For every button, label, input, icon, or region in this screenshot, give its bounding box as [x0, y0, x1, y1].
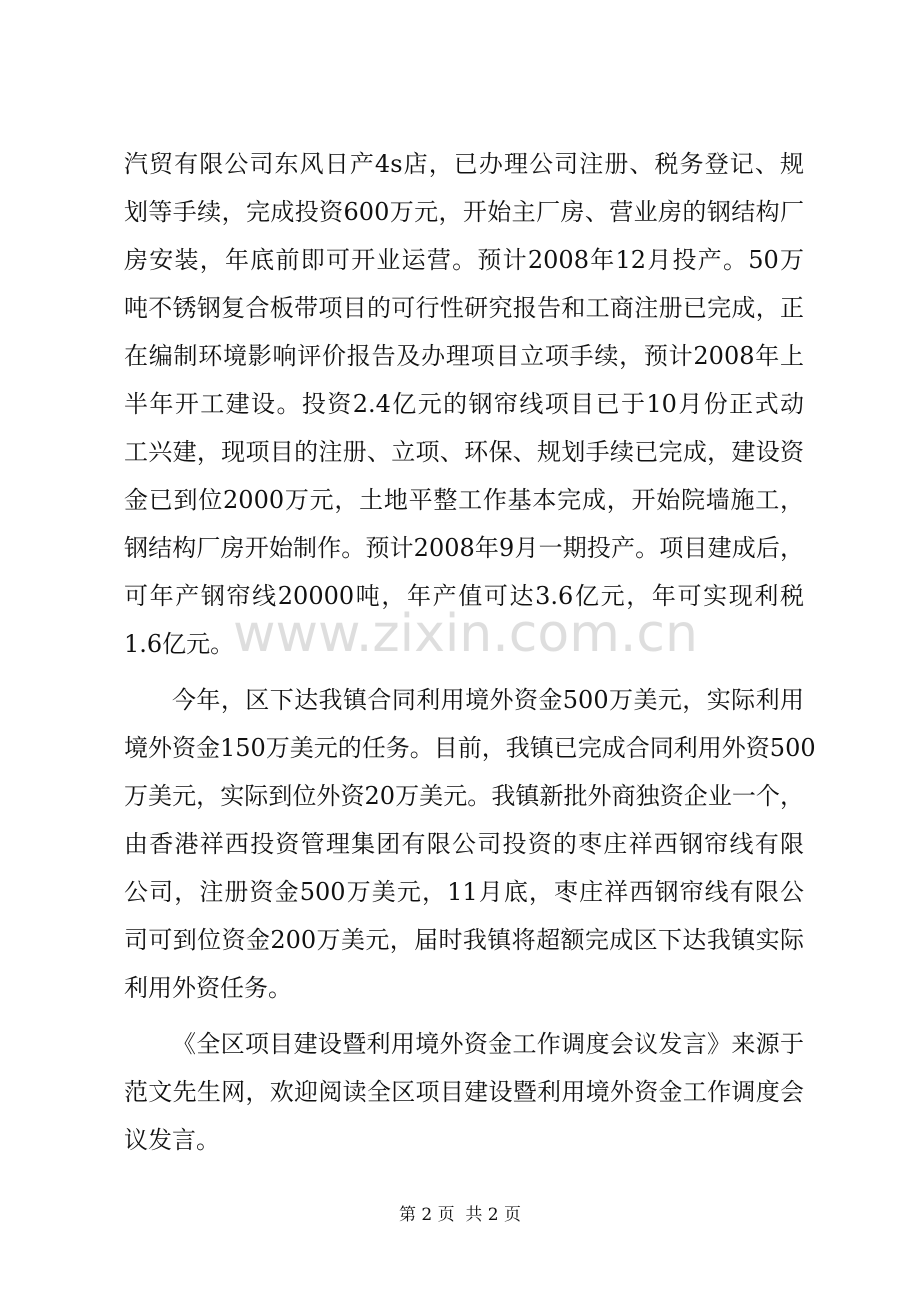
text-line: 范文先生网，欢迎阅读全区项目建设暨利用境外资金工作调度会	[124, 1078, 804, 1106]
text-line: 利用外资任务。	[124, 974, 292, 1002]
text-line: 议发言。	[124, 1126, 220, 1154]
text-line: 可年产钢帘线20000吨，年产值可达3.6亿元，年可实现利税	[124, 582, 804, 610]
text-line: 由香港祥西投资管理集团有限公司投资的枣庄祥西钢帘线有限	[124, 830, 804, 858]
text-line: 境外资金150万美元的任务。目前，我镇已完成合同利用外资500	[124, 734, 816, 762]
text-line: 公司，注册资金500万美元，11月底，枣庄祥西钢帘线有限公	[124, 878, 804, 906]
text-line: 今年，区下达我镇合同利用境外资金500万美元，实际利用	[172, 686, 804, 714]
text-line: 1.6亿元。	[124, 630, 235, 658]
text-line: 《全区项目建设暨利用境外资金工作调度会议发言》来源于	[172, 1030, 804, 1058]
text-line: 半年开工建设。投资2.4亿元的钢帘线项目已于10月份正式动	[124, 390, 804, 418]
text-line: 吨不锈钢复合板带项目的可行性研究报告和工商注册已完成，正	[124, 294, 804, 322]
text-line: 工兴建，现项目的注册、立项、环保、规划手续已完成，建设资	[124, 438, 804, 466]
text-line: 万美元，实际到位外资20万美元。我镇新批外商独资企业一个，	[124, 782, 804, 810]
text-line: 在编制环境影响评价报告及办理项目立项手续，预计2008年上	[124, 342, 804, 370]
page-footer: 第 2 页 共 2 页	[398, 1205, 522, 1225]
watermark: www.zixin.com.cn	[233, 604, 698, 664]
text-line: 司可到位资金200万美元，届时我镇将超额完成区下达我镇实际	[124, 926, 804, 954]
text-line: 划等手续，完成投资600万元，开始主厂房、营业房的钢结构厂	[124, 198, 804, 226]
text-line: 金已到位2000万元，土地平整工作基本完成，开始院墙施工，	[124, 486, 804, 514]
text-line: 房安装，年底前即可开业运营。预计2008年12月投产。50万	[124, 246, 804, 274]
text-line: 汽贸有限公司东风日产4s店，已办理公司注册、税务登记、规	[124, 150, 804, 178]
text-line: 钢结构厂房开始制作。预计2008年9月一期投产。项目建成后，	[124, 534, 804, 562]
